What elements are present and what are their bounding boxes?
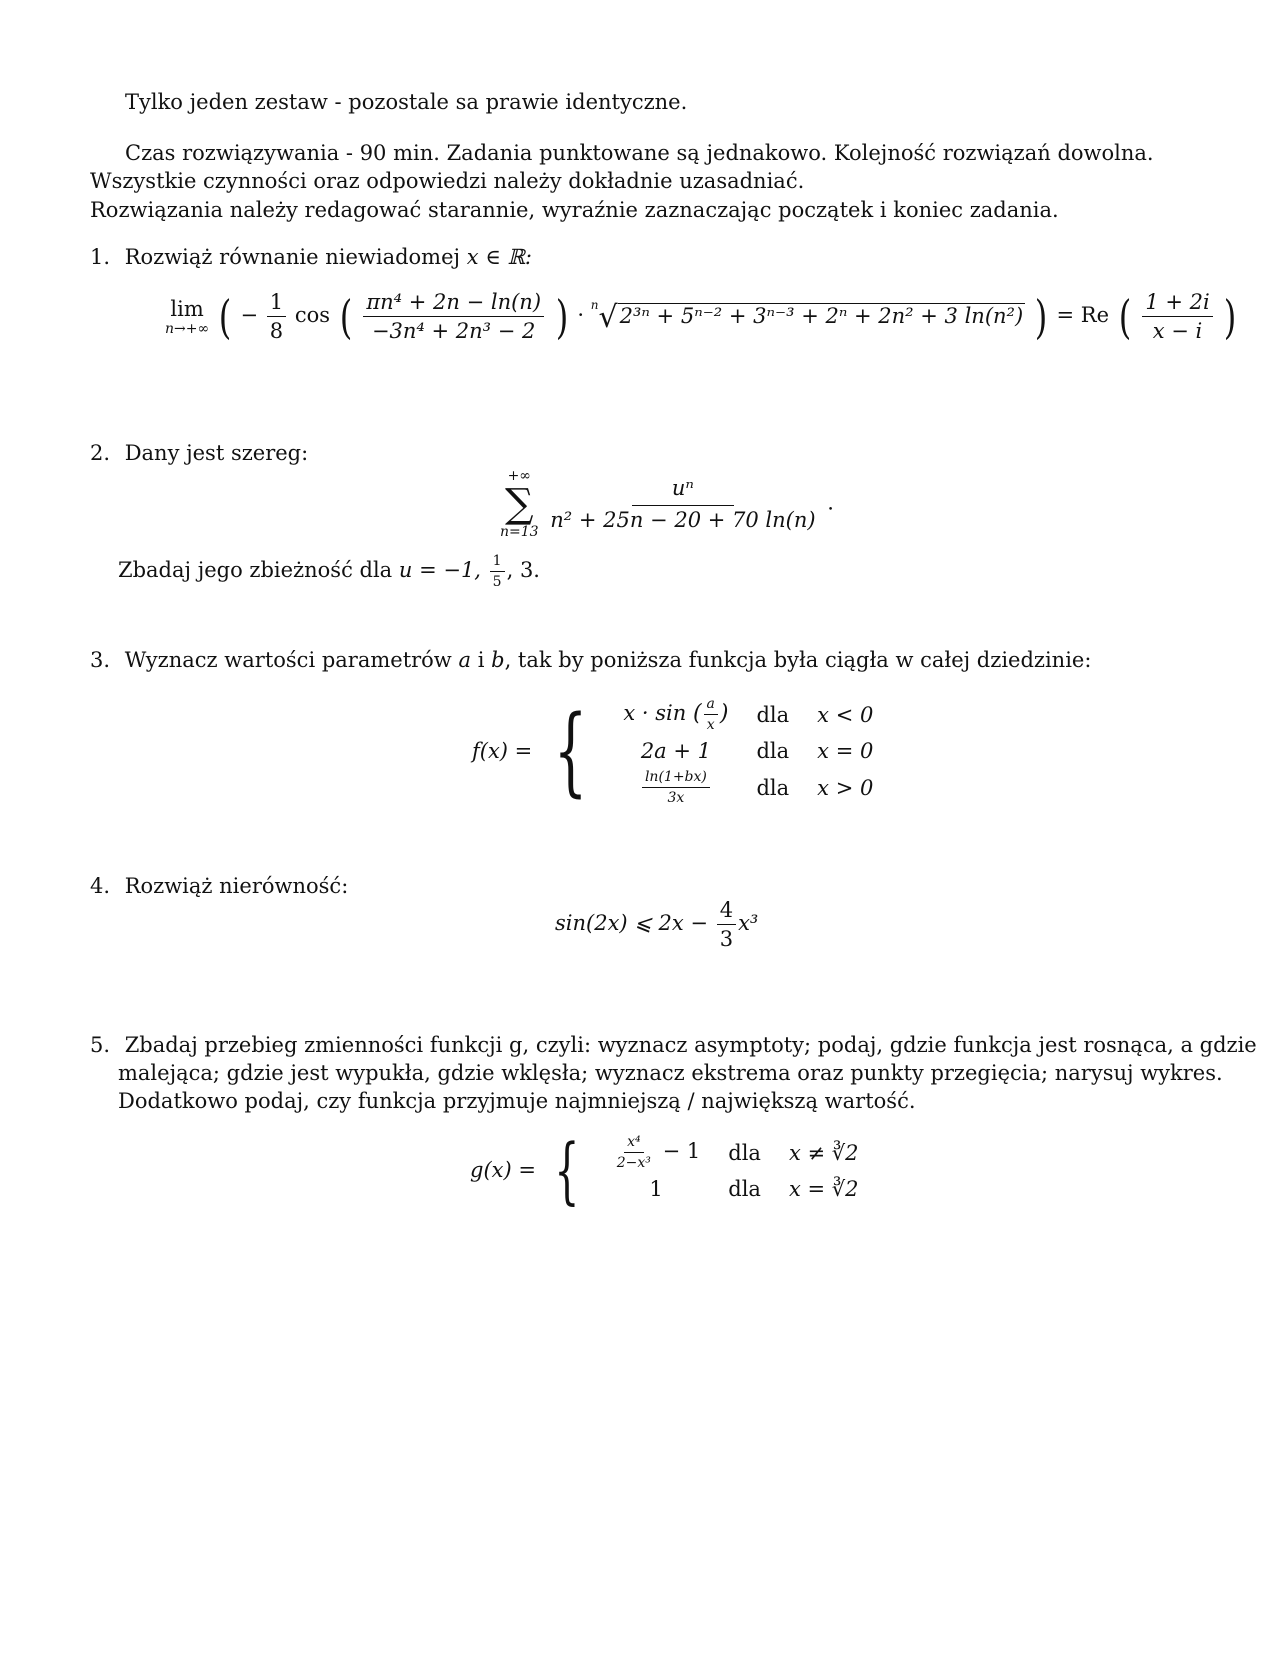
fraction-complex [1142, 290, 1212, 343]
fraction-cos-argument [363, 290, 544, 343]
frac-numerator: uⁿ [632, 476, 734, 505]
task-1-equation [165, 290, 1239, 343]
dot-operator: · [577, 303, 585, 328]
frac-denominator: 2−x³ [616, 1155, 651, 1172]
case-expr [598, 1133, 714, 1172]
equals-re: = Re [1056, 303, 1109, 328]
root-index: n [590, 298, 599, 313]
paren-close: ) [1034, 289, 1048, 344]
case-dla: dla [728, 1177, 761, 1202]
cos-label: cos [294, 303, 331, 328]
case-condition: x = ∛2 [788, 1177, 859, 1202]
fraction-four-thirds [717, 898, 736, 951]
case-condition: x > 0 [817, 775, 874, 800]
paren-open: ( [692, 701, 702, 727]
task-text: Rozwiąż równanie niewiadomej [124, 245, 461, 269]
sum-upper-limit: +∞ [507, 468, 531, 484]
period: . [827, 490, 834, 515]
frac-denominator: x [706, 717, 715, 734]
fraction-a-over-x [704, 696, 718, 733]
case-dla: dla [756, 702, 790, 727]
frac-denominator: 3 [719, 927, 734, 952]
frac-numerator: 1 [490, 553, 505, 572]
root-body: 2³ⁿ + 5ⁿ⁻² + 3ⁿ⁻³ + 2ⁿ + 2n² + 3 ln(n²) [619, 304, 1024, 329]
case-row [598, 1172, 873, 1206]
intro-note: Tylko jeden zestaw - pozostale sa prawie identyczne. [125, 90, 688, 114]
task-5-piecewise [470, 1127, 872, 1212]
task-number: 5. [90, 1033, 111, 1057]
inequality-tail: x³ [738, 911, 759, 936]
task-2-followup [118, 553, 540, 590]
followup-math: u = −1, [398, 558, 481, 583]
conjunction: i [477, 648, 485, 672]
paren-open: ( [1118, 289, 1131, 344]
series-term [547, 476, 818, 531]
lim-subscript: n→+∞ [165, 320, 210, 337]
cases-table [609, 695, 887, 807]
frac-numerator: a [704, 696, 718, 715]
paren-close: ) [555, 289, 568, 344]
task-2-series [500, 468, 834, 540]
intro-rules-line1: Czas rozwiązywania - 90 min. Zadania punktowane są jednakowo. Kolejność rozwiązań dowolna. [125, 141, 1154, 165]
task-number: 4. [90, 874, 111, 898]
task-text: Rozwiąż nierówność: [124, 874, 349, 898]
task-3-piecewise [472, 695, 887, 807]
intro-rules-line2: Wszystkie czynności oraz odpowiedzi należy dokładnie uzasadniać. [90, 169, 805, 193]
followup-text: Zbadaj jego zbieżność dla [118, 558, 393, 583]
frac-numerator: ln(1+bx) [642, 769, 710, 788]
fraction-ln [642, 769, 710, 806]
followup-end: , 3. [506, 558, 540, 583]
task-text: Wyznacz wartości parametrów [124, 648, 452, 672]
function-lhs: g(x) = [470, 1157, 536, 1182]
task-variable: x ∈ ℝ: [466, 245, 532, 269]
summation [500, 468, 539, 540]
frac-denominator: x − i [1152, 319, 1203, 344]
intro-rules-line3: Rozwiązania należy redagować starannie, wyraźnie zaznaczając początek i koniec zadania. [90, 198, 1059, 222]
frac-numerator: 1 [267, 290, 286, 317]
frac-denominator: 8 [269, 319, 284, 344]
cases-table [598, 1133, 873, 1206]
sigma-icon: ∑ [505, 481, 534, 527]
frac-denominator: 5 [492, 574, 502, 591]
inequality-lhs: sin(2x) ⩽ 2x − [555, 911, 709, 936]
fraction-x4 [614, 1134, 654, 1171]
task-number: 3. [90, 648, 111, 672]
task-text-line1: Zbadaj przebieg zmienności funkcji g, czyli: wyznacz asymptoty; podaj, gdzie funkcja jest rosnąca, a gdzie [124, 1033, 1257, 1057]
case-condition: x = 0 [817, 739, 874, 764]
case-dla: dla [756, 775, 790, 800]
task-1-statement [90, 243, 532, 272]
paren-close: ) [719, 701, 729, 727]
case-expr [609, 695, 742, 734]
frac-numerator: 4 [717, 898, 736, 925]
minus-sign: − [240, 303, 259, 328]
case-dla: dla [756, 739, 790, 764]
limit [165, 297, 209, 337]
frac-numerator: x⁴ [624, 1134, 644, 1153]
nth-root [591, 298, 1025, 335]
task-5-line2: malejąca; gdzie jest wypukła, gdzie wklęsła; wyznacz ekstrema oraz punkty przegięcia; narysuj wykres. [118, 1061, 1223, 1085]
param-a: a [458, 648, 472, 672]
param-b: b [491, 648, 505, 672]
frac-denominator: n² + 25n − 20 + 70 ln(n) [550, 507, 816, 532]
left-brace: { [554, 695, 588, 808]
sum-lower-limit: n=13 [500, 524, 539, 540]
left-brace: { [554, 1127, 580, 1212]
case-condition: x ≠ ∛2 [788, 1140, 859, 1165]
case-dla: dla [728, 1140, 761, 1165]
task-5-statement [90, 1031, 1257, 1060]
radical-sign: √ [598, 300, 618, 336]
task-number: 2. [90, 441, 111, 465]
case-row [609, 734, 887, 768]
case-condition: x < 0 [817, 702, 874, 727]
task-4-inequality [555, 898, 758, 951]
sin-prefix: x · sin [623, 701, 687, 726]
frac-numerator: πn⁴ + 2n − ln(n) [363, 290, 544, 317]
fraction-one-eighth [267, 290, 286, 343]
task-text: Dany jest szereg: [124, 441, 309, 465]
lim-label: lim [170, 296, 204, 321]
function-lhs: f(x) = [472, 739, 533, 764]
paren-open: ( [339, 289, 352, 344]
case-expr: 1 [649, 1177, 663, 1202]
case-row [609, 695, 887, 734]
paren-close: ) [1224, 289, 1237, 344]
frac-denominator: 3x [667, 790, 685, 807]
task-number: 1. [90, 245, 111, 269]
case-expr [609, 768, 742, 807]
case-expr: 2a + 1 [640, 739, 712, 764]
task-5-line3: Dodatkowo podaj, czy funkcja przyjmuje najmniejszą / największą wartość. [118, 1089, 916, 1113]
frac-denominator: −3n⁴ + 2n³ − 2 [371, 319, 536, 344]
task-2-statement [90, 439, 308, 468]
case-row [598, 1133, 873, 1172]
paren-open: ( [218, 289, 232, 344]
minus-one: − 1 [662, 1139, 701, 1164]
fraction-one-fifth [490, 553, 505, 590]
frac-numerator: 1 + 2i [1142, 290, 1212, 317]
task-3-statement [90, 646, 1091, 675]
task-text-tail: , tak by poniższa funkcja była ciągła w całej dziedzinie: [504, 648, 1092, 672]
case-row [609, 768, 887, 807]
task-4-statement [90, 872, 348, 901]
